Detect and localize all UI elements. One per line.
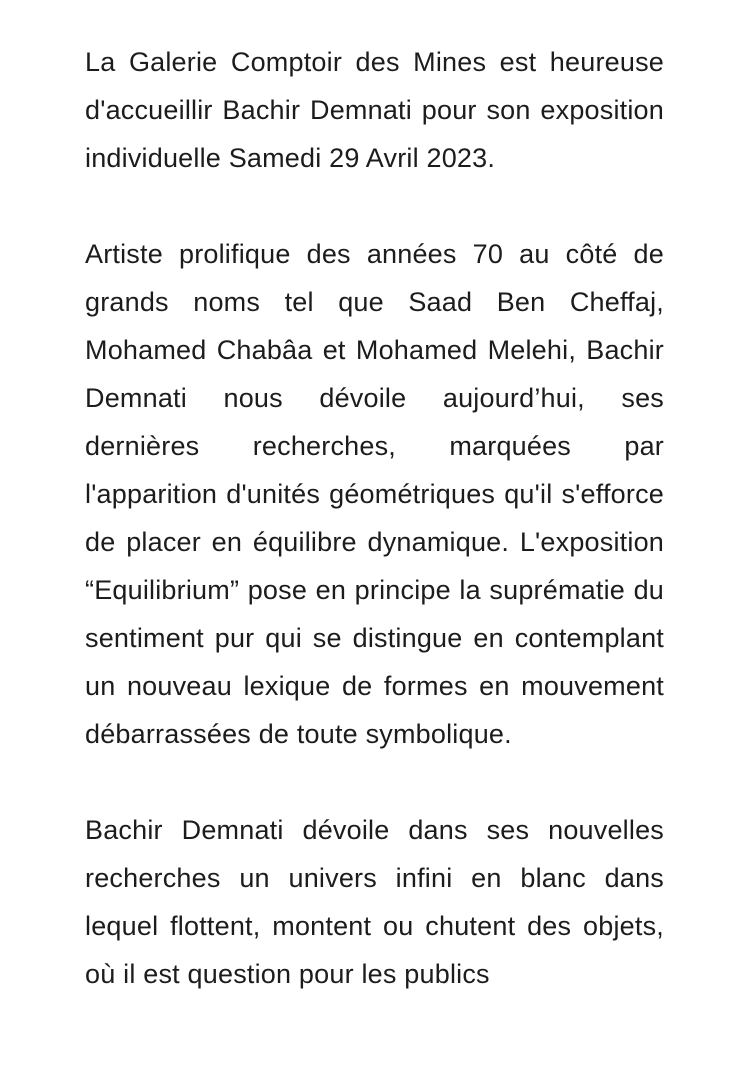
article-body	[85, 38, 664, 1046]
paragraph-new-research: Bachir Demnati dévoile dans ses nouvelles recherches un univers infini en blanc dans lequel flottent, montent ou chutent des objets, où il est question pour les publics	[85, 815, 664, 989]
paragraph-intro: La Galerie Comptoir des Mines est heureuse d'accueillir Bachir Demnati pour son exposition individuelle Samedi 29 Avril 2023.	[85, 47, 664, 173]
paragraph-artist-description: Artiste prolifique des années 70 au côté de grands noms tel que Saad Ben Cheffaj, Mohamed Chabâa et Mohamed Melehi, Bachir Demnati nous dévoile aujourd’hui, ses dernières recherches, marquées par l'apparition d'unités géométriques qu'il s'efforce de placer en équilibre dynamique. L'exposition “Equilibrium” pose en principe la suprématie du sentiment pur qui se distingue en contemplant un nouveau lexique de formes en mouvement débarrassées de toute symbolique.	[85, 239, 664, 749]
